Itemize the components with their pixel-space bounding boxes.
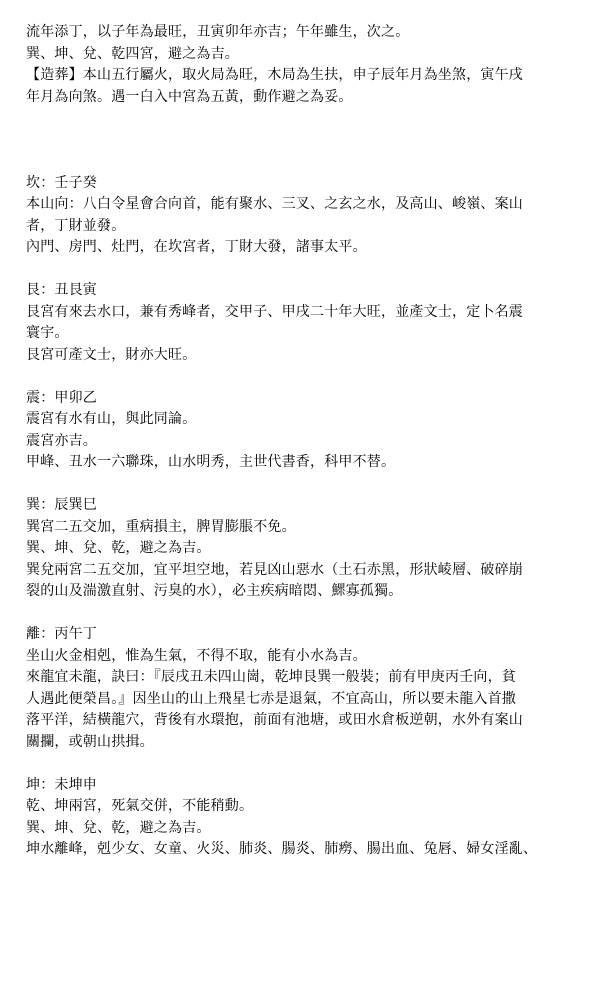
text-line: 裂的山及湍激直射、污臭的水），必主疾病暗悶、鰥寡孤獨。 (26, 583, 403, 599)
spacer (26, 753, 586, 775)
section-title: 艮：丑艮寅 (26, 282, 97, 298)
section-title: 坤：未坤申 (26, 776, 97, 793)
section-kan (26, 173, 586, 259)
text-line: 巽、坤、兌、乾，避之為吉。 (26, 819, 211, 836)
text-line: 者，丁財並發。 (26, 217, 126, 234)
text-line: 巽、坤、兌、乾，避之為吉。 (26, 540, 211, 556)
text-line: 人遇此便榮昌。』因坐山的山上飛星七赤是退氣，不宜高山，所以要未龍入首撒 (26, 690, 516, 707)
spacer (26, 366, 586, 388)
document-body (26, 22, 586, 861)
text-line: 寰宇。 (26, 325, 69, 341)
text-line: 內門、房門、灶門，在坎宮者，丁財大發，諸事太平。 (26, 239, 367, 255)
text-line: 巽兌兩宮二五交加，宜平坦空地，若見凶山惡水（土石赤黑，形狀崚層、破碎崩 (26, 561, 523, 578)
text-line: 流年添丁，以子年為最旺，丑寅卯年亦吉；午年雖生，次之。 (26, 24, 410, 40)
text-line: 艮宮可產文士，財亦大旺。 (26, 346, 197, 363)
section-zhen (26, 388, 586, 474)
spacer (26, 259, 586, 281)
spacer (26, 108, 586, 151)
text-line: 震宮亦吉。 (26, 432, 97, 449)
section-title: 震：甲卯乙 (26, 389, 97, 406)
text-line: 關攔，或朝山拱揖。 (26, 733, 154, 750)
section-xun (26, 495, 586, 603)
text-line: 【造葬】本山五行屬火，取火局為旺，木局為生扶，申子辰年月為坐煞，寅午戌 (26, 67, 523, 83)
text-line: 巽、坤、兌、乾四宮，避之為吉。 (26, 45, 239, 62)
text-line: 坐山火金相剋，惟為生氣，不得不取，能有小水為吉。 (26, 647, 367, 664)
text-line: 落平洋，結橫龍穴，背後有水環抱，前面有池塘，或田水倉板逆朝，水外有案山 (26, 712, 523, 728)
intro-block (26, 22, 586, 108)
section-li (26, 624, 586, 753)
text-line: 震宮有水有山，與此同論。 (26, 411, 197, 427)
section-gen (26, 280, 586, 366)
section-title: 坎：壬子癸 (26, 174, 97, 191)
spacer (26, 151, 586, 173)
text-line: 甲峰、丑水一六聯珠，山水明秀，主世代書香，科甲不替。 (26, 454, 396, 470)
text-line: 坤水離峰，剋少女、女童、火災、肺炎、腸炎、肺癆、腸出血、兔唇、婦女淫亂、 (26, 841, 538, 857)
spacer (26, 603, 586, 625)
text-line: 巽宮二五交加，重病損主，脾胃膨脹不免。 (26, 518, 296, 535)
text-line: 乾、坤兩宮，死氣交併，不能稍動。 (26, 798, 254, 814)
section-title: 離：丙午丁 (26, 626, 97, 642)
text-line: 本山向：八白令星會合向首，能有聚水、三叉、之玄之水，及高山、峻嶺、案山 (26, 196, 523, 212)
text-line: 艮宮有來去水口，兼有秀峰者，交甲子、甲戌二十年大旺，並產文士，定卜名震 (26, 303, 523, 320)
section-kun (26, 775, 586, 861)
text-line: 來龍宜未龍，訣曰：『辰戌丑未四山崗，乾坤艮巽一般裝；前有甲庚丙壬向，貧 (26, 669, 516, 685)
section-title: 巽：辰巽巳 (26, 497, 97, 513)
spacer (26, 474, 586, 496)
text-line: 年月為向煞。遇一白入中宮為五黃，動作避之為妥。 (26, 88, 353, 105)
